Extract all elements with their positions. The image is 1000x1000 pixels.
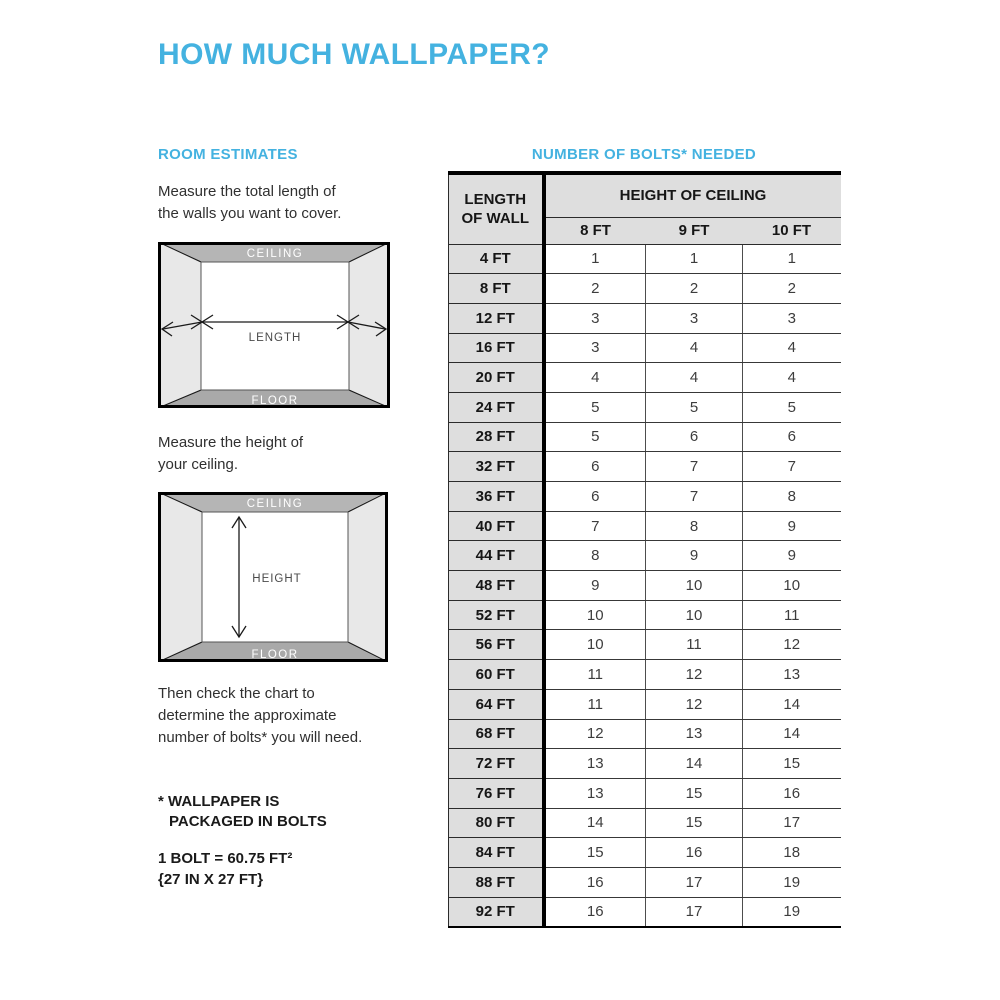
bolt-count-cell: 10 <box>646 600 743 630</box>
bolt-count-cell: 13 <box>743 660 841 690</box>
table-row <box>449 274 841 304</box>
bolt-count-cell: 13 <box>544 749 646 779</box>
step1-line1: Measure the total length of <box>158 183 336 200</box>
wall-length-cell: 4 FT <box>449 244 544 274</box>
table-row <box>449 808 841 838</box>
bolt-count-cell: 4 <box>544 363 646 393</box>
bolt-count-cell: 2 <box>743 274 841 304</box>
wall-length-cell: 32 FT <box>449 452 544 482</box>
bolt-count-cell: 9 <box>743 541 841 571</box>
table-row <box>449 897 841 927</box>
bolt-count-cell: 9 <box>544 571 646 601</box>
bolt-count-cell: 4 <box>743 363 841 393</box>
wall-length-cell: 28 FT <box>449 422 544 452</box>
bolts-needed-heading: NUMBER OF BOLTS* NEEDED <box>531 146 757 163</box>
bolt-size-info <box>158 848 292 890</box>
bolt-count-cell: 2 <box>544 274 646 304</box>
length-of-wall-header <box>449 173 544 244</box>
bolt-count-cell: 10 <box>743 571 841 601</box>
bolt-count-cell: 19 <box>743 867 841 897</box>
table-row <box>449 303 841 333</box>
step3-line3: number of bolts* you will need. <box>158 729 363 746</box>
bolt-count-cell: 11 <box>544 689 646 719</box>
wallpaper-bolts-footnote <box>158 792 327 832</box>
wall-length-cell: 48 FT <box>449 571 544 601</box>
bolt-size-line1: 1 BOLT = 60.75 FT² <box>158 850 293 867</box>
bolts-table <box>448 171 841 928</box>
bolt-count-cell: 6 <box>743 422 841 452</box>
column-header-8ft: 8 FT <box>544 217 646 244</box>
bolt-count-cell: 16 <box>544 867 646 897</box>
bolt-count-cell: 14 <box>743 719 841 749</box>
bolt-count-cell: 7 <box>544 511 646 541</box>
wall-length-cell: 24 FT <box>449 392 544 422</box>
wall-length-cell: 88 FT <box>449 867 544 897</box>
table-row <box>449 244 841 274</box>
step3-line2: determine the approximate <box>158 707 337 724</box>
bolt-count-cell: 7 <box>646 482 743 512</box>
step1-instructions <box>158 181 341 225</box>
bolt-count-cell: 12 <box>646 660 743 690</box>
table-row <box>449 838 841 868</box>
bolt-count-cell: 19 <box>743 897 841 927</box>
step2-line1: Measure the height of <box>158 434 304 451</box>
wall-length-cell: 68 FT <box>449 719 544 749</box>
wall-length-cell: 36 FT <box>449 482 544 512</box>
bolt-count-cell: 10 <box>544 600 646 630</box>
bolt-count-cell: 5 <box>646 392 743 422</box>
bolt-count-cell: 9 <box>646 541 743 571</box>
step3-instructions <box>158 683 362 749</box>
bolt-count-cell: 3 <box>544 333 646 363</box>
left-wall-surface <box>158 242 201 408</box>
bolt-count-cell: 18 <box>743 838 841 868</box>
table-header-row-1 <box>449 173 841 217</box>
table-row <box>449 422 841 452</box>
table-row <box>449 392 841 422</box>
column-header-10ft: 10 FT <box>743 217 841 244</box>
right-wall-surface <box>349 242 390 408</box>
bolt-count-cell: 5 <box>743 392 841 422</box>
bolt-count-cell: 17 <box>743 808 841 838</box>
bolt-count-cell: 10 <box>646 571 743 601</box>
table-row <box>449 571 841 601</box>
bolt-count-cell: 16 <box>646 838 743 868</box>
footnote-line1: * WALLPAPER IS <box>158 793 280 810</box>
wall-length-cell: 52 FT <box>449 600 544 630</box>
height-of-ceiling-header: HEIGHT OF CEILING <box>544 173 841 217</box>
height-label: HEIGHT <box>252 573 302 585</box>
bolt-count-cell: 13 <box>646 719 743 749</box>
step3-line1: Then check the chart to <box>158 685 315 702</box>
bolt-count-cell: 17 <box>646 897 743 927</box>
table-row <box>449 689 841 719</box>
step2-line2: your ceiling. <box>158 456 239 473</box>
wall-length-cell: 92 FT <box>449 897 544 927</box>
length-label: LENGTH <box>248 332 302 344</box>
right-wall-surface <box>348 492 388 662</box>
table-row <box>449 749 841 779</box>
room-estimates-heading: ROOM ESTIMATES <box>158 146 298 163</box>
bolt-count-cell: 11 <box>743 600 841 630</box>
table-row <box>449 452 841 482</box>
bolt-count-cell: 11 <box>544 660 646 690</box>
bolt-count-cell: 15 <box>646 808 743 838</box>
bolt-count-cell: 17 <box>646 867 743 897</box>
page-title: HOW MUCH WALLPAPER? <box>158 38 551 71</box>
table-row <box>449 778 841 808</box>
ceiling-label: CEILING <box>246 248 304 260</box>
table-row <box>449 660 841 690</box>
table-row <box>449 363 841 393</box>
bolt-count-cell: 9 <box>743 511 841 541</box>
bolt-count-cell: 12 <box>646 689 743 719</box>
bolt-count-cell: 8 <box>743 482 841 512</box>
column-header-9ft: 9 FT <box>646 217 743 244</box>
ceiling-label: CEILING <box>246 498 304 510</box>
bolt-count-cell: 8 <box>544 541 646 571</box>
bolt-count-cell: 16 <box>743 778 841 808</box>
bolt-count-cell: 15 <box>646 778 743 808</box>
bolt-count-cell: 6 <box>544 482 646 512</box>
bolt-count-cell: 4 <box>743 333 841 363</box>
step1-line2: the walls you want to cover. <box>158 205 342 222</box>
wall-length-cell: 56 FT <box>449 630 544 660</box>
bolt-count-cell: 14 <box>646 749 743 779</box>
wall-length-cell: 60 FT <box>449 660 544 690</box>
bolt-count-cell: 6 <box>544 452 646 482</box>
table-row <box>449 511 841 541</box>
back-wall-surface <box>201 262 349 390</box>
wall-length-cell: 20 FT <box>449 363 544 393</box>
left-wall-surface <box>158 492 202 662</box>
bolt-count-cell: 1 <box>743 244 841 274</box>
step2-instructions <box>158 432 303 476</box>
table-row <box>449 600 841 630</box>
bolt-count-cell: 1 <box>646 244 743 274</box>
bolt-count-cell: 7 <box>646 452 743 482</box>
bolt-count-cell: 7 <box>743 452 841 482</box>
bolt-count-cell: 2 <box>646 274 743 304</box>
bolt-count-cell: 4 <box>646 333 743 363</box>
bolt-count-cell: 11 <box>646 630 743 660</box>
table-row <box>449 333 841 363</box>
floor-label: FLOOR <box>251 649 299 661</box>
bolt-count-cell: 12 <box>743 630 841 660</box>
bolt-count-cell: 3 <box>646 303 743 333</box>
bolt-count-cell: 6 <box>646 422 743 452</box>
corner-header-line2: OF WALL <box>461 210 529 228</box>
wall-length-cell: 44 FT <box>449 541 544 571</box>
wall-length-cell: 84 FT <box>449 838 544 868</box>
bolt-count-cell: 13 <box>544 778 646 808</box>
wall-length-cell: 40 FT <box>449 511 544 541</box>
table-row <box>449 867 841 897</box>
table-row <box>449 719 841 749</box>
ceiling-height-diagram <box>158 492 388 662</box>
bolt-count-cell: 10 <box>544 630 646 660</box>
bolt-count-cell: 14 <box>743 689 841 719</box>
bolt-count-cell: 3 <box>743 303 841 333</box>
bolt-count-cell: 12 <box>544 719 646 749</box>
bolt-count-cell: 1 <box>544 244 646 274</box>
bolt-count-cell: 5 <box>544 422 646 452</box>
bolt-count-cell: 3 <box>544 303 646 333</box>
wall-length-cell: 64 FT <box>449 689 544 719</box>
bolt-count-cell: 5 <box>544 392 646 422</box>
room-length-diagram <box>158 242 390 408</box>
corner-header-line1: LENGTH <box>464 191 527 209</box>
bolt-count-cell: 15 <box>544 838 646 868</box>
bolt-size-line2: {27 IN X 27 FT} <box>158 871 264 888</box>
wall-length-cell: 16 FT <box>449 333 544 363</box>
wall-length-cell: 12 FT <box>449 303 544 333</box>
floor-label: FLOOR <box>251 395 299 407</box>
table-row <box>449 541 841 571</box>
table-row <box>449 630 841 660</box>
wall-length-cell: 72 FT <box>449 749 544 779</box>
bolts-table-body <box>449 244 841 927</box>
bolt-count-cell: 14 <box>544 808 646 838</box>
wall-length-cell: 80 FT <box>449 808 544 838</box>
wall-length-cell: 76 FT <box>449 778 544 808</box>
table-row <box>449 482 841 512</box>
bolt-count-cell: 4 <box>646 363 743 393</box>
wall-length-cell: 8 FT <box>449 274 544 304</box>
bolt-count-cell: 8 <box>646 511 743 541</box>
footnote-line2: PACKAGED IN BOLTS <box>169 813 327 830</box>
bolt-count-cell: 15 <box>743 749 841 779</box>
bolt-count-cell: 16 <box>544 897 646 927</box>
